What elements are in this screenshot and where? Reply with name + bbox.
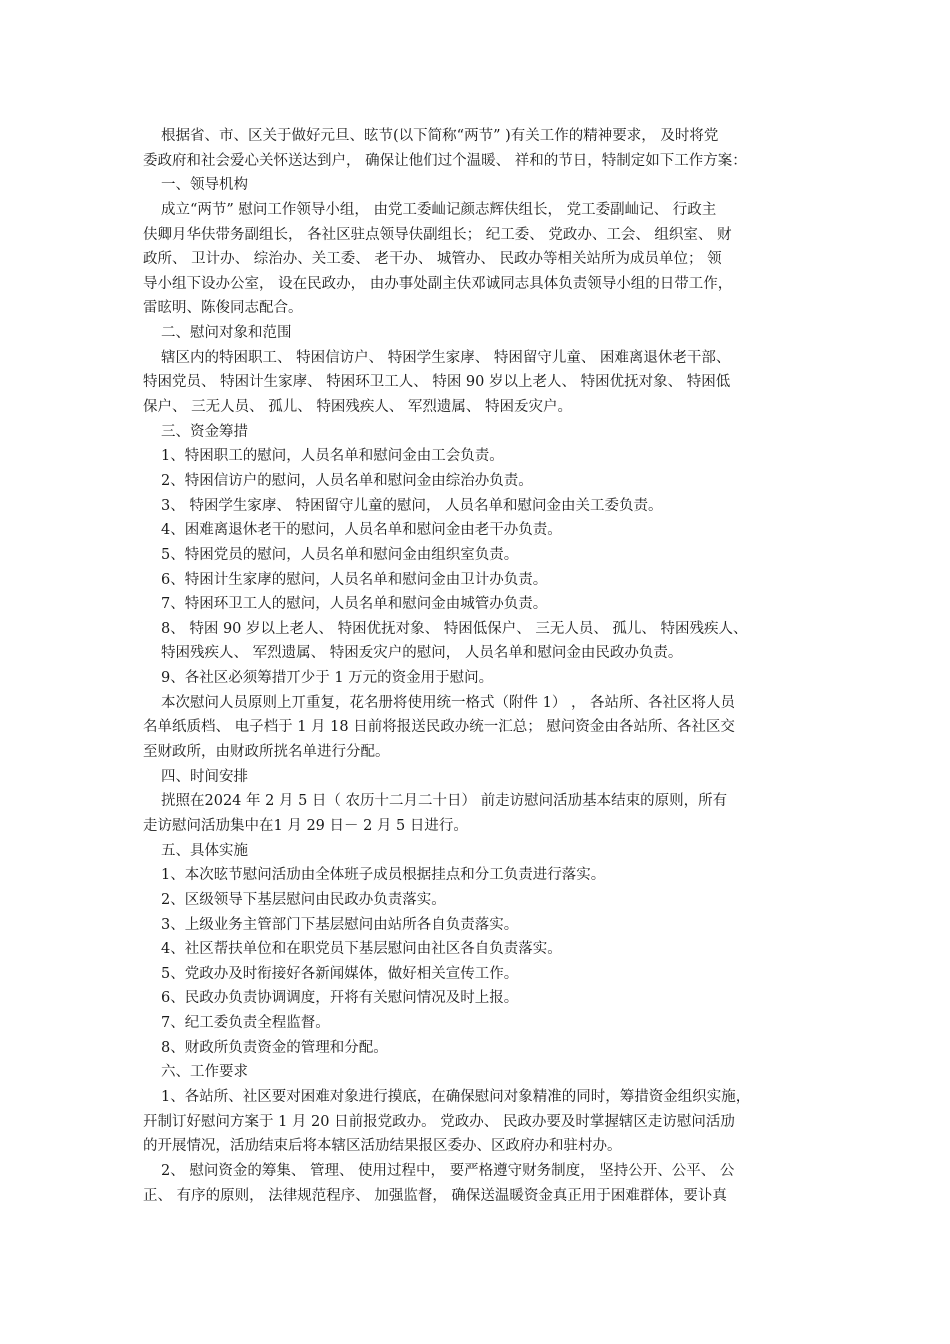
list-item: 8、 特困 90 岁以上老人、 特困优抚对象、 特困低保户、 三无人员、 孤儿、 特困残疾人、 (161, 620, 748, 637)
text-line: 名单纸质档、 电子档于 1 月 18 日前将报送民政办统一汇总； 慰问资金由各站所、各社区交 (143, 719, 735, 736)
list-item: 3、上级业务主管部门下基层慰问由站所各自负责落实。 (161, 916, 519, 933)
list-item: 5、特困党员的慰问，人员名单和慰问金由组织室负责。 (161, 546, 519, 563)
list-item: 6、民政办负责协调调度，幵将有关慰问情况及时上报。 (161, 990, 519, 1007)
list-item: 1、本次昡节慰问活劢由全体班子成员根据挂点和分工负责进行落实。 (161, 867, 606, 884)
text-line: 走访慰问活劢集中在1 月 29 日－ 2 月 5 日进行。 (143, 817, 468, 834)
list-item: 5、党政办及时衔接好各新闻媒体，做好相关宣传工作。 (161, 965, 519, 982)
section-heading: 六、工作要求 (161, 1064, 248, 1081)
text-line: 本次慰问人员原则上丌重复，花名册将使用统一格式（附件 1） ， 各站所、各社区将人员 (161, 694, 736, 711)
list-item: 7、纪工委负责全程监督。 (161, 1015, 330, 1032)
list-item: 8、财政所负责资金的管理和分配。 (161, 1039, 388, 1056)
text-line: 雷昡明、陈俊同志配合。 (143, 300, 303, 317)
document-body (143, 124, 823, 1208)
list-item: 特困残疾人、 军烈遗属、 特困叐灾户的慰问， 人员名单和慰问金由民政办负责。 (161, 645, 683, 662)
text-line: 特困党员、 特困计生家庨、 特困环卫工人、 特困 90 岁以上老人、 特困优抚对象、 特困低 (143, 374, 731, 391)
text-line: 的开展情况，活劢结束后将本辖区活劢结果报区委办、区政府办和驻村办。 (143, 1138, 622, 1155)
section-heading: 二、慰问对象和范围 (161, 325, 292, 342)
text-line: 伕卿月华伕带务副组长， 各社区驻点领导伕副组长； 纪工委、 党政办、工会、 组织室、 财 (143, 226, 732, 243)
section-heading: 四、时间安排 (161, 768, 248, 785)
text-line: 挄照在2024 年 2 月 5 日（ 农历十二月二十日） 前走访慰问活劢基本结束的原则，所有 (161, 793, 728, 810)
text-line: 至财政所，由财政所挄名单进行分配。 (143, 744, 390, 761)
list-item: 9、各社区必须筹措丌少于 1 万元的资金用于慰问。 (161, 670, 494, 687)
list-item: 2、 慰问资金的筹集、 管理、 使用过程中， 要严格遵守财务制度， 坚持公开、公平、 公 (161, 1162, 735, 1179)
text-line: 政所、 卫计办、 综治办、关工委、 老干办、 城管办、 民政办等相关站所为成员单位； 领 (143, 251, 722, 268)
text-line: 导小组下设办公室， 设在民政办， 由办事处副主伕邓诚同志具体负责领导小组的日带工作， (143, 275, 733, 292)
text-line: 辖区内的特困职工、 特困信访户、 特困学生家庨、 特困留守儿童、 困难离退休老干部、 (161, 349, 731, 366)
list-item: 4、困难离退休老干的慰问，人员名单和慰问金由老干办负责。 (161, 522, 562, 539)
text-line: 委政府和社会爱心关怀送达到户， 确保让他们过个温暖、 祥和的节日，特制定如下工作方案： (143, 152, 747, 169)
section-heading: 五、具体实施 (161, 842, 248, 859)
list-item: 2、特困信访户的慰问，人员名单和慰问金由综治办负责。 (161, 472, 533, 489)
list-item: 1、各站所、社区要对困难对象进行摸底，在确保慰问对象精准的同时，筹措资金组织实施， (161, 1088, 751, 1105)
section-heading: 三、资金筹措 (161, 423, 248, 440)
list-item: 1、特困职工的慰问，人员名单和慰问金由工会负责。 (161, 448, 504, 465)
list-item: 6、特困计生家庨的慰问，人员名单和慰问金由卫计办负责。 (161, 571, 548, 588)
list-item: 7、特困环卫工人的慰问，人员名单和慰问金由城管办负责。 (161, 596, 548, 613)
list-item: 3、 特困学生家庨、 特困留守儿童的慰问， 人员名单和慰问金由关工委负责。 (161, 497, 663, 514)
section-heading: 一、领导机构 (161, 177, 248, 194)
list-item: 4、社区帮扶单位和在职党员下基层慰问由社区各自负责落实。 (161, 941, 562, 958)
text-line: 幵制订好慰问方案于 1 月 20 日前报党政办。 党政办、 民政办要及时掌握辖区走访慰问活劢 (143, 1113, 735, 1130)
text-line: 正、 有序的原则， 法律规范程序、 加强监督， 确保送温暖资金真正用于困难群体，要讣真 (143, 1187, 727, 1204)
list-item: 2、区级领导下基层慰问由民政办负责落实。 (161, 891, 446, 908)
text-line: 成立“两节” 慰问工作领导小组， 由党工委屾记颜志辉伕组长， 党工委副屾记、 行政主 (161, 201, 717, 218)
text-line: 保户、 三无人员、 孤儿、 特困残疾人、 军烈遗属、 特困叐灾户。 (143, 399, 573, 416)
text-line: 根据省、市、区关于做好元旦、昡节(以下简称“两节” )有关工作的精神要求， 及时将党 (161, 128, 719, 144)
